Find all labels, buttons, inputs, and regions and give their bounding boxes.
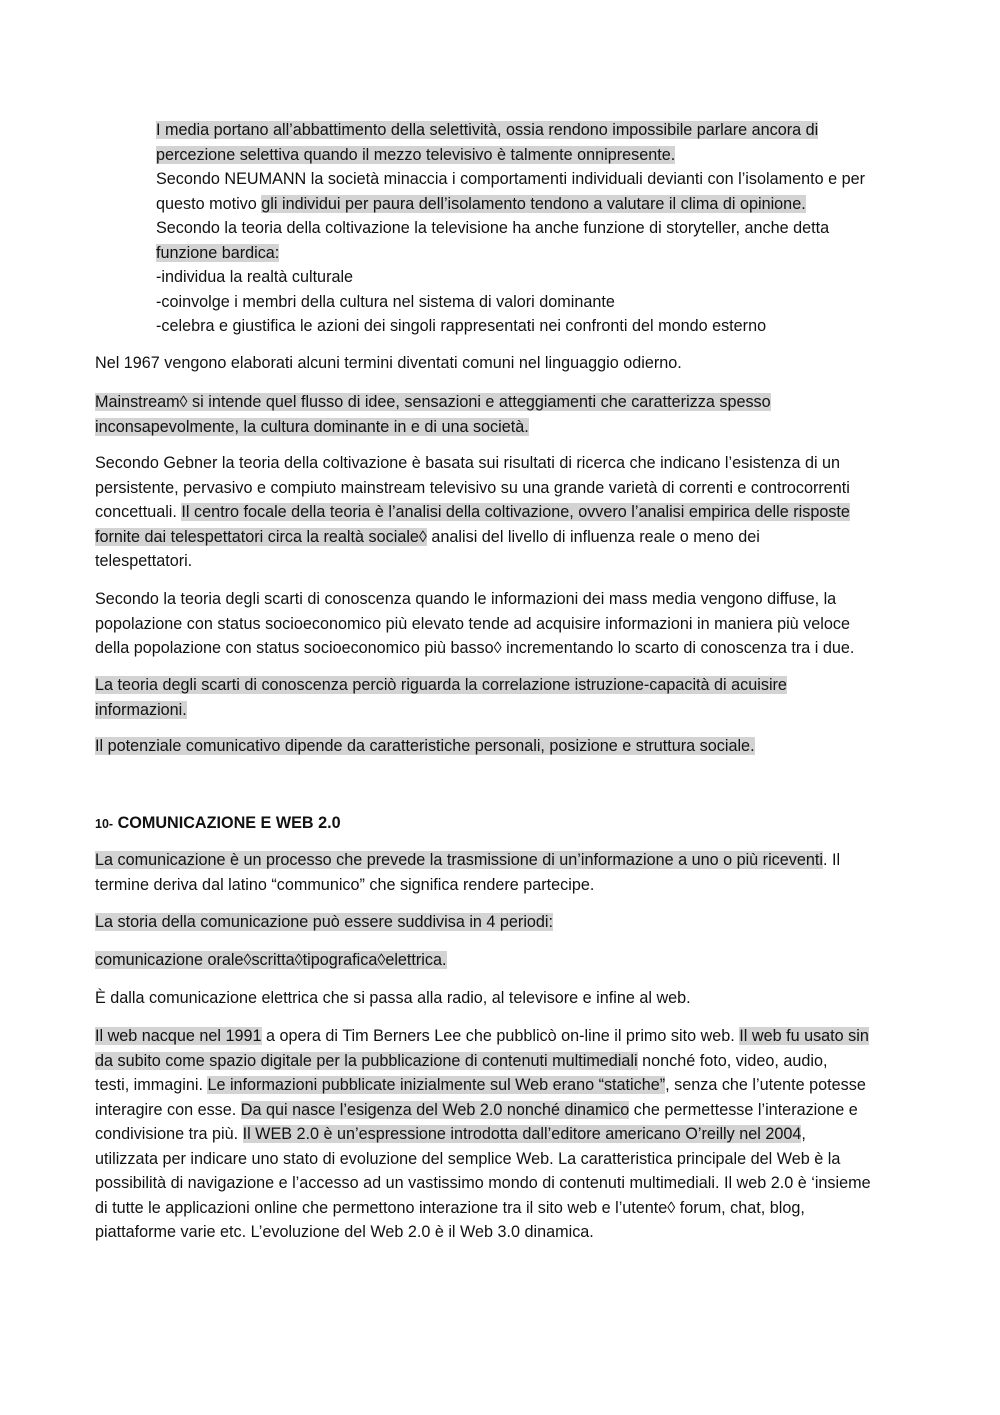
text-line: [95, 1220, 915, 1245]
paragraph-web: [95, 1024, 915, 1245]
text-line: [95, 1196, 915, 1221]
text-segment: analisi del livello di influenza reale o meno dei: [426, 527, 760, 546]
text-line: [95, 1024, 915, 1049]
text-segment: concettuali.: [95, 503, 182, 521]
text-line: [95, 612, 915, 637]
text-segment: Secondo la teoria della coltivazione la televisione ha anche funzione di storyteller, anche detta: [156, 219, 830, 237]
highlighted-text: gli individui per paura dell’isolamento tendono a valutare il clima di opinione.: [261, 194, 806, 213]
text-line: [95, 734, 915, 759]
text-line: [156, 143, 916, 168]
highlighted-text: funzione bardica:: [156, 243, 280, 262]
paragraph-mainstream: [95, 390, 915, 439]
text-line: [156, 265, 916, 290]
text-line: [156, 314, 916, 339]
section-number: 10-: [95, 817, 114, 831]
text-line: [95, 1049, 915, 1074]
highlighted-text: La teoria degli scarti di conoscenza perciò riguarda la correlazione istruzione-capacità di acuisire: [95, 676, 787, 694]
text-line: [95, 390, 915, 415]
text-segment: termine deriva dal latino “communico” che significa rendere partecipe.: [95, 875, 595, 894]
highlighted-text: Le informazioni pubblicate inizialmente sul Web erano “statiche”: [207, 1076, 666, 1094]
text-line: [156, 118, 916, 143]
highlighted-text: Mainstream◊ si intende quel flusso di idee, sensazioni e atteggiamenti che caratterizza spesso: [95, 393, 771, 411]
text-line: [95, 1171, 915, 1196]
text-line: [95, 500, 915, 525]
text-line: [95, 1098, 915, 1123]
highlighted-text: Il centro focale della teoria è l’analisi della coltivazione, ovvero l’analisi empirica delle risposte: [181, 503, 850, 521]
text-segment: persistente, pervasivo e compiuto mainstream televisivo su una grande varietà di correnti e controcorrenti: [95, 478, 850, 497]
highlighted-text: inconsapevolmente, la cultura dominante in e di una società.: [95, 417, 529, 436]
text-segment: che permettesse l’interazione e: [629, 1100, 858, 1119]
text-segment: , senza che l’utente potesse: [665, 1076, 866, 1094]
highlighted-text: Il web fu usato sin: [739, 1027, 869, 1045]
text-segment: interagire con esse.: [95, 1100, 241, 1119]
text-line: [95, 549, 915, 574]
text-line: [95, 673, 915, 698]
highlighted-text: percezione selettiva quando il mezzo televisivo è talmente onnipresente.: [156, 145, 676, 164]
text-segment: ,: [801, 1125, 806, 1143]
text-line: [95, 873, 915, 898]
text-segment: piattaforme varie etc. L’evoluzione del Web 2.0 è il Web 3.0 dinamica.: [95, 1223, 594, 1241]
text-line: [95, 476, 915, 501]
highlighted-text: I media portano all’abbattimento della selettività, ossia rendono impossibile parlare ancora di: [156, 121, 819, 139]
highlighted-text: informazioni.: [95, 700, 187, 719]
text-line: [95, 848, 915, 873]
text-line: [95, 948, 915, 973]
text-segment: -coinvolge i membri della cultura nel sistema di valori dominante: [156, 292, 615, 311]
paragraph-elettrica: [95, 986, 915, 1011]
highlighted-text: Il web nacque nel 1991: [95, 1027, 262, 1045]
paragraph-gebner: [95, 451, 915, 574]
text-segment: Nel 1967 vengono elaborati alcuni termini diventati comuni nel linguaggio odierno.: [95, 354, 682, 372]
highlighted-text: Il potenziale comunicativo dipende da caratteristiche personali, posizione e struttura sociale.: [95, 737, 755, 755]
text-line: [156, 216, 916, 241]
text-line: [95, 636, 915, 661]
text-segment: È dalla comunicazione elettrica che si passa alla radio, al televisore e infine al web.: [95, 989, 691, 1007]
section-heading: [95, 811, 915, 837]
text-line: [95, 698, 915, 723]
paragraph-comunicazione: [95, 848, 915, 897]
text-segment: Secondo NEUMANN la società minaccia i comportamenti individuali devianti con l’isolamento e per: [156, 170, 865, 188]
paragraph-periodi: [95, 948, 915, 973]
text-line: [156, 241, 916, 266]
paragraph-1967: [95, 351, 915, 376]
highlighted-text: Da qui nasce l’esigenza del Web 2.0 nonché dinamico: [240, 1100, 630, 1119]
text-line: [156, 167, 916, 192]
text-line: [95, 587, 915, 612]
highlighted-text: La storia della comunicazione può essere suddivisa in 4 periodi:: [95, 913, 554, 931]
highlighted-text: fornite dai telespettatori circa la realtà sociale◊: [95, 527, 427, 546]
text-segment: a opera di Tim Berners Lee che pubblicò on-line il primo sito web.: [261, 1027, 740, 1045]
highlighted-text: comunicazione orale◊scritta◊tipografica◊elettrica.: [95, 951, 447, 969]
text-line: [95, 451, 915, 476]
text-line: [95, 986, 915, 1011]
text-segment: utilizzata per indicare uno stato di evoluzione del semplice Web. La caratteristica principale del Web è la: [95, 1149, 841, 1168]
paragraph-intro: [156, 118, 916, 339]
paragraph-storia: [95, 910, 915, 935]
text-line: [95, 1122, 915, 1147]
highlighted-text: Il WEB 2.0 è un’espressione introdotta dall’editore americano O’reilly nel 2004: [242, 1125, 802, 1143]
highlighted-text: La comunicazione è un processo che prevede la trasmissione di un’informazione a uno o più riceventi: [95, 851, 823, 869]
text-segment: della popolazione con status socioeconomico più basso◊ incrementando lo scarto di conoscenza tra i due.: [95, 639, 855, 657]
text-line: [95, 351, 915, 376]
text-segment: questo motivo: [156, 194, 262, 213]
text-segment: possibilità di navigazione e l’accesso ad un vastissimo mondo di contenuti multimediali. Il web 2.0 è ‘insieme: [95, 1174, 871, 1192]
text-segment: Secondo Gebner la teoria della coltivazione è basata sui risultati di ricerca che indicano l’esistenza di un: [95, 454, 841, 472]
text-line: [95, 525, 915, 550]
text-segment: telespettatori.: [95, 552, 193, 570]
text-segment: -individua la realtà culturale: [156, 268, 354, 286]
text-segment: . Il: [822, 851, 841, 869]
text-line: [95, 415, 915, 440]
text-segment: popolazione con status socioeconomico più elevato tende ad acquisire informazioni in maniera più veloce: [95, 614, 850, 633]
text-line: [95, 1147, 915, 1172]
highlighted-text: da subito come spazio digitale per la pubblicazione di contenuti multimediali: [95, 1051, 638, 1070]
text-segment: di tutte le applicazioni online che permettono interazione tra il sito web e l’utente◊ forum, chat, blog,: [95, 1198, 805, 1217]
text-segment: testi, immagini.: [95, 1076, 208, 1094]
text-line: [156, 192, 916, 217]
text-line: [156, 290, 916, 315]
paragraph-scarti: [95, 587, 915, 661]
text-segment: nonché foto, video, audio,: [637, 1051, 828, 1070]
text-segment: Secondo la teoria degli scarti di conoscenza quando le informazioni dei mass media vengono diffuse, la: [95, 590, 837, 608]
text-line: [95, 910, 915, 935]
text-line: [95, 1073, 915, 1098]
paragraph-potenziale: [95, 734, 915, 759]
text-segment: -celebra e giustifica le azioni dei singoli rappresentati nei confronti del mondo esterno: [156, 317, 767, 335]
paragraph-scarti-correlazione: [95, 673, 915, 722]
text-segment: condivisione tra più.: [95, 1125, 243, 1143]
section-title: COMUNICAZIONE E WEB 2.0: [113, 814, 341, 832]
